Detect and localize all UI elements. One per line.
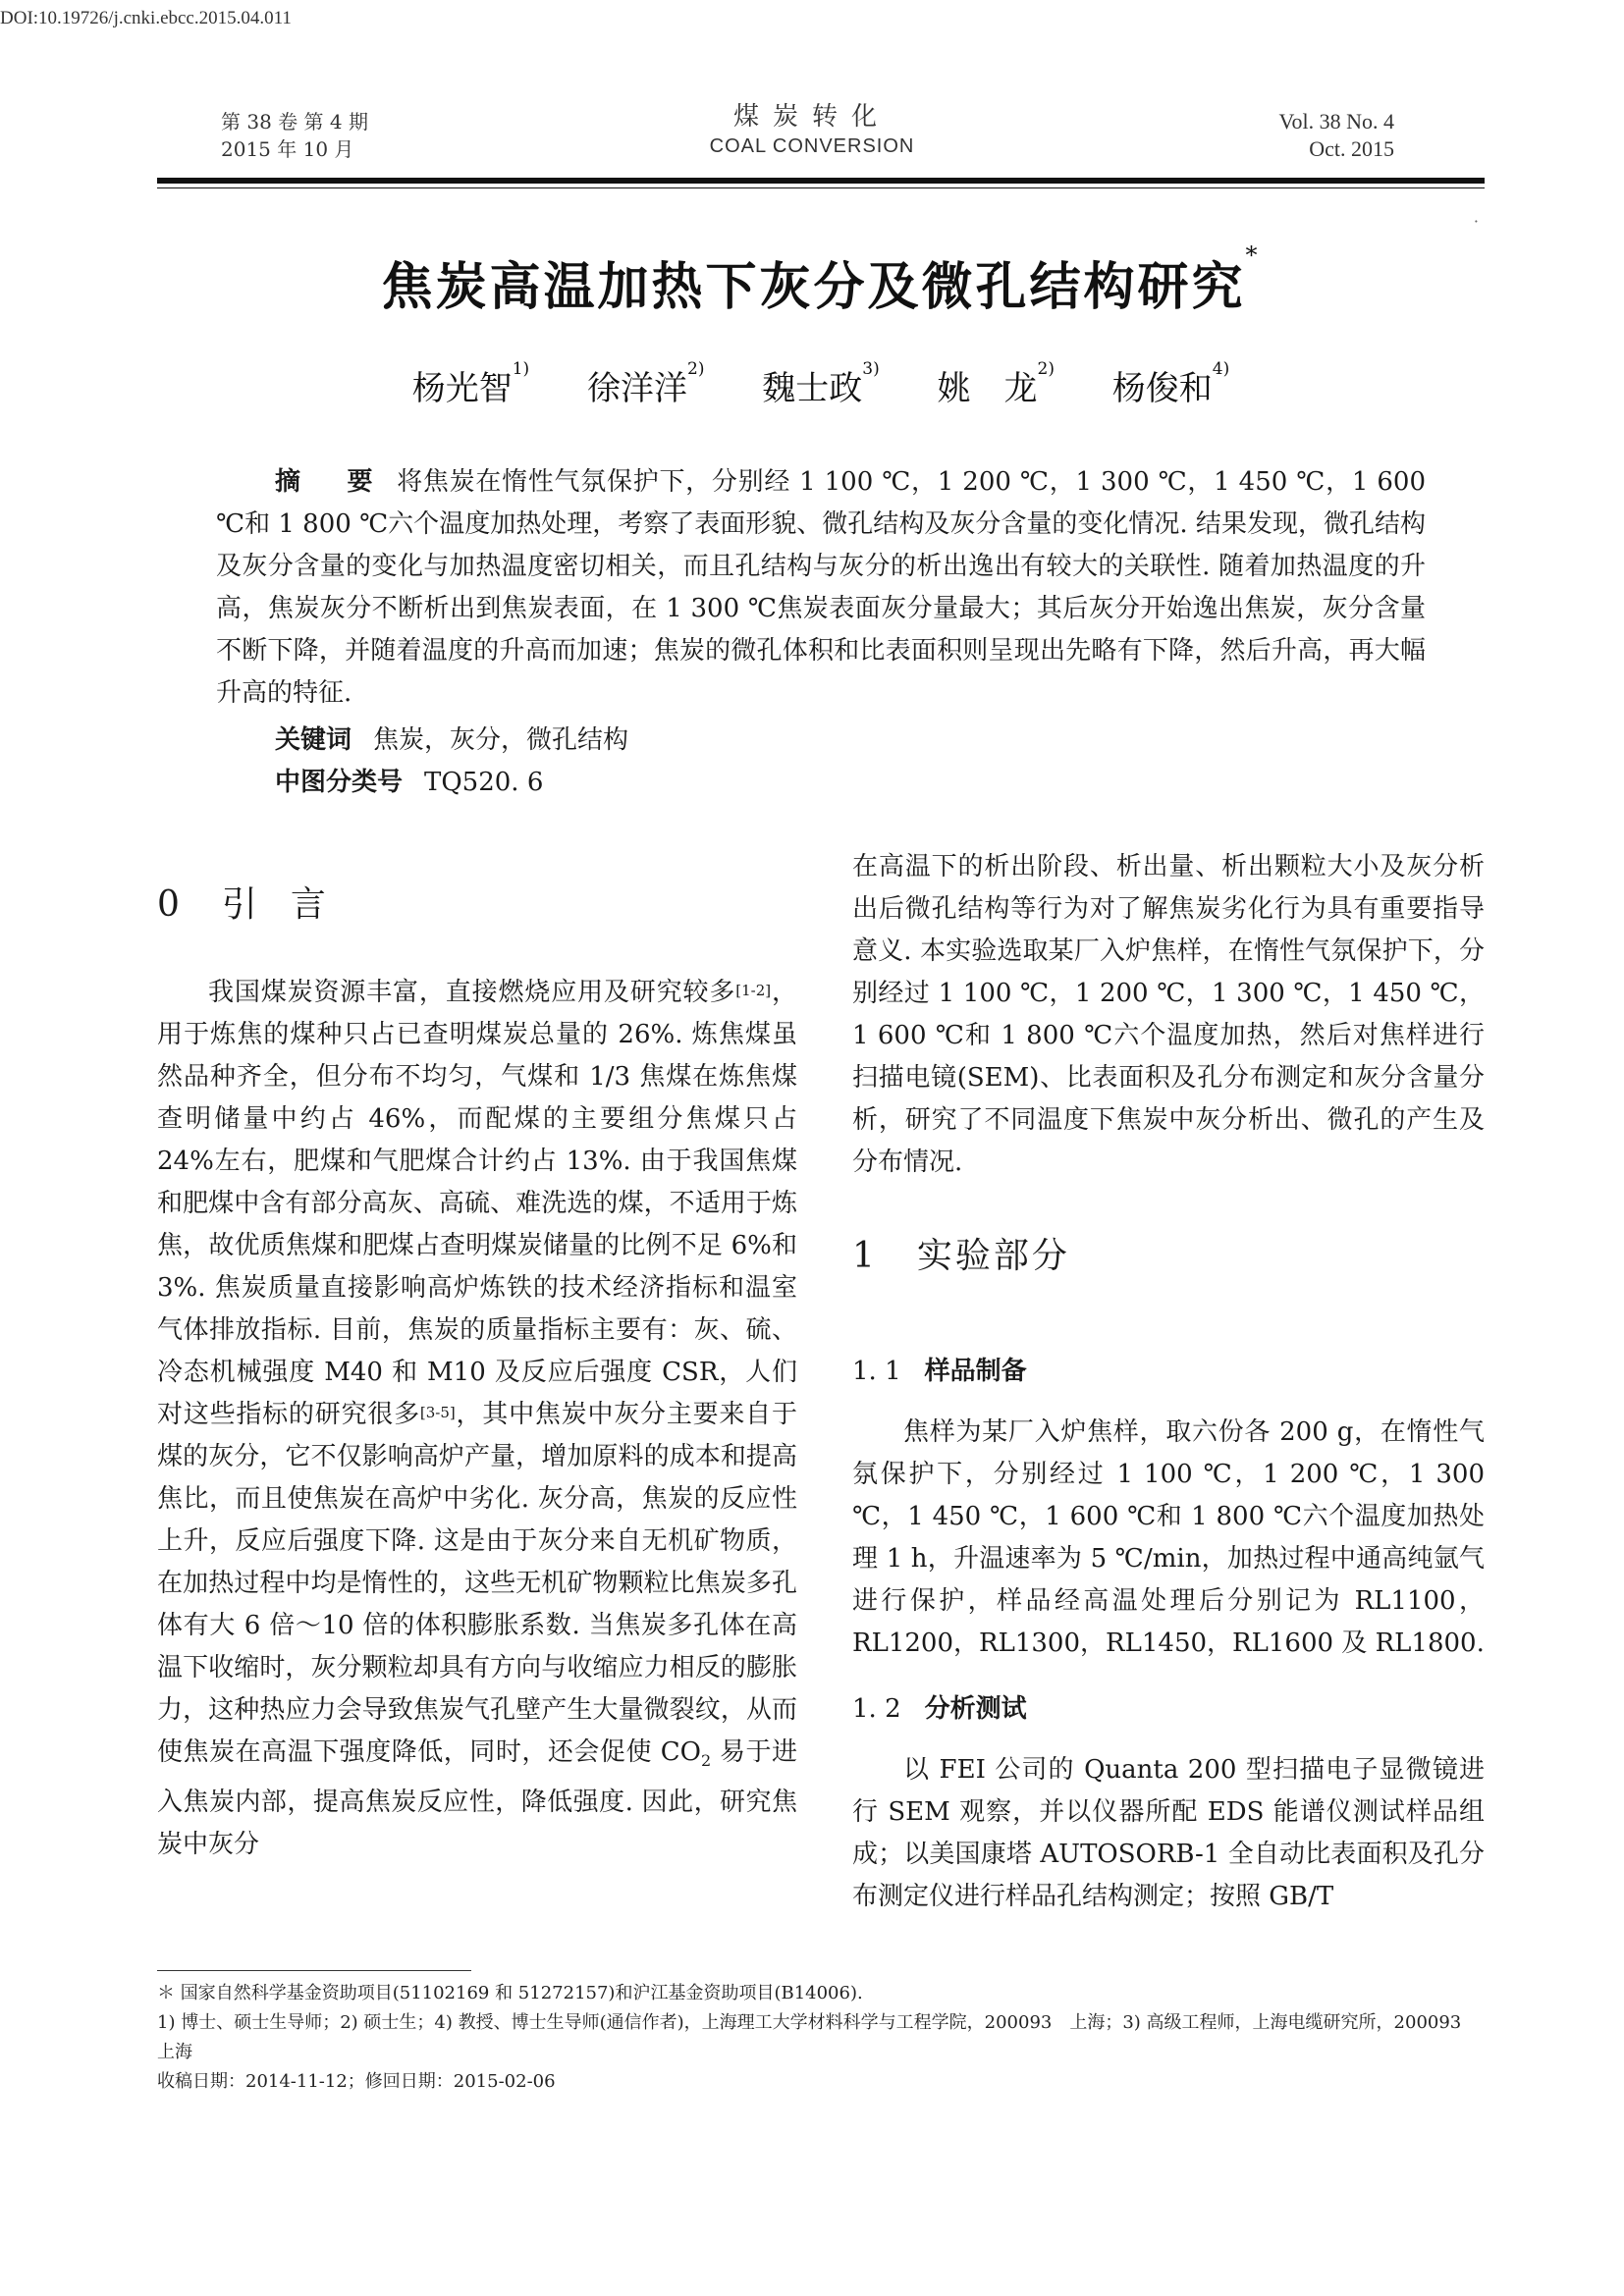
header-rule-thick	[157, 178, 1485, 184]
title-footnote-mark: *	[1245, 241, 1261, 269]
author-affiliation-mark: 3)	[862, 359, 880, 379]
author-name: 杨光智	[411, 369, 513, 408]
section-number: 1	[852, 1236, 878, 1276]
subsection-title: 分析测试	[924, 1694, 1027, 1724]
intro-paragraph	[157, 972, 797, 1866]
sample-prep-paragraph: 焦样为某厂入炉焦样，取六份各 200 g，在惰性气氛保护下，分别经过 1 100 ℃，1 200 ℃，1 300 ℃，1 450 ℃，1 600 ℃和 1 800 ℃六个温度加热处理 1 h，升温速率为 5 ℃/min，加热过程中通高纯氩气进行保护，样品经高温处理后分别记为 RL1100，RL1200，RL1300，RL1450，RL1600 及 RL1800.	[852, 1417, 1485, 1658]
keywords-label: 关键词	[275, 725, 352, 755]
section-title: 实验部分	[916, 1236, 1070, 1276]
author	[937, 359, 1055, 408]
author	[587, 359, 705, 408]
abstract	[216, 461, 1426, 715]
footnote-dates: 收稿日期：2014-11-12；修回日期：2015-02-06	[157, 2071, 556, 2092]
subsection-title: 样品制备	[924, 1357, 1027, 1386]
author-affiliation-mark: 2)	[687, 359, 705, 379]
clc-number	[275, 762, 543, 804]
journal-name-cn: 煤炭转化	[732, 102, 891, 132]
paper-title-text: 焦炭高温加热下灰分及微孔结构研究	[381, 257, 1246, 317]
doi-line: DOI:10.19726/j.cnki.ebcc.2015.04.011	[0, 8, 292, 28]
clc-label: 中图分类号	[275, 768, 404, 797]
section-1-1-heading	[852, 1351, 1485, 1393]
analysis-paragraph: 以 FEI 公司的 Quanta 200 型扫描电子显微镜进行 SEM 观察，并以仪器所配 EDS 能谱仪测试样品组成；以美国康塔 AUTOSORB-1 全自动比表面积及孔分布测定仪进行样品孔结构测定；按照 GB/T	[852, 1755, 1485, 1911]
subsection-number: 1. 1	[852, 1357, 901, 1386]
header-volume-en	[1257, 108, 1394, 163]
subsection-number: 1. 2	[852, 1694, 901, 1724]
section-title: 引言	[221, 884, 359, 925]
paper-title	[157, 241, 1485, 319]
author-affiliation-mark: 4)	[1212, 359, 1230, 379]
footnote-affiliations: 1) 博士、硕士生导师；2) 硕士生；4) 教授、博士生导师(通信作者)，上海理工大学材料科学与工程学院，200093 上海；3) 高级工程师，上海电缆研究所，200093 上海	[157, 2012, 1480, 2062]
author-name: 姚 龙	[937, 369, 1038, 408]
section-0-heading	[157, 883, 797, 926]
subscript: 2	[700, 1751, 712, 1771]
author-affiliation-mark: 2)	[1037, 359, 1055, 379]
abstract-text: 将焦炭在惰性气氛保护下，分别经 1 100 ℃，1 200 ℃，1 300 ℃，1 450 ℃，1 600 ℃和 1 800 ℃六个温度加热处理，考察了表面形貌、微孔结构及灰分含量的变化情况. 结果发现，微孔结构及灰分含量的变化与加热温度密切相关，而且孔结构与灰分的析出逸出有较大的关联性. 随着加热温度的升高，焦炭灰分不断析出到焦炭表面，在 1 300 ℃焦炭表面灰分量最大；其后灰分开始逸出焦炭，灰分含量不断下降，并随着温度的升高而加速；焦炭的微孔体积和比表面积则呈现出先略有下降，然后升高，再大幅升高的特征.	[216, 467, 1426, 708]
author	[1111, 359, 1230, 408]
section-number: 0	[157, 884, 183, 925]
journal-name	[589, 100, 1035, 159]
keywords	[275, 720, 628, 762]
abstract-label: 摘 要	[275, 467, 384, 497]
section-1-2-heading	[852, 1688, 1485, 1731]
volume-issue-en: Vol. 38 No. 4	[1278, 109, 1394, 133]
header-volume-cn	[221, 108, 368, 163]
footnotes	[157, 1979, 1485, 2097]
author-affiliation-mark: 1)	[512, 359, 530, 379]
citation-ref: [3-5]	[419, 1404, 456, 1421]
intro-body	[157, 972, 797, 1866]
intro-text-a: 我国煤炭资源丰富，直接燃烧应用及研究较多	[208, 978, 736, 1007]
author	[411, 359, 530, 408]
author-name: 杨俊和	[1111, 369, 1213, 408]
intro-text-c: ，其中焦炭中灰分主要来自于煤的灰分，它不仅影响高炉产量，增加原料的成本和提高焦比，而且使焦炭在高炉中劣化. 灰分高，焦炭的反应性上升，反应后强度下降. 这是由于灰分来自无机矿物质，在加热过程中均是惰性的，这些无机矿物颗粒比焦炭多孔体有大 6 倍～10 倍的体积膨胀系数. 当焦炭多孔体在高温下收缩时，灰分颗粒却具有方向与收缩应力相反的膨胀力，这种热应力会导致焦炭气孔壁产生大量微裂纹，从而使焦炭在高温下强度降低，同时，还会促使 CO	[157, 1400, 797, 1767]
section-1-heading	[852, 1235, 1485, 1277]
sample-prep-body	[852, 1412, 1485, 1665]
date-cn: 2015 年 10 月	[221, 137, 354, 161]
volume-issue-cn: 第 38 卷 第 4 期	[221, 110, 368, 133]
margin-mark: ·	[1473, 212, 1479, 231]
intro-continued-paragraph: 在高温下的析出阶段、析出量、析出颗粒大小及灰分析出后微孔结构等行为对了解焦炭劣化行为具有重要指导意义. 本实验选取某厂入炉焦样，在惰性气氛保护下，分别经过 1 100 ℃，1 200 ℃，1 300 ℃，1 450 ℃，1 600 ℃和 1 800 ℃六个温度加热，然后对焦样进行扫描电镜(SEM)、比表面积及孔分布测定和灰分含量分析，研究了不同温度下焦炭中灰分析出、微孔的产生及分布情况.	[852, 852, 1485, 1177]
citation-ref: [1-2]	[735, 982, 772, 999]
footnote-funding: ＊ 国家自然科学基金资助项目(51102169 和 51272157)和沪江基金资助项目(B14006).	[157, 1983, 863, 2003]
intro-continued	[852, 846, 1485, 1184]
intro-text-d: 易于进入焦炭内部，提高焦炭反应性，降低强度. 因此，研究焦炭中灰分	[157, 1737, 797, 1860]
analysis-body	[852, 1749, 1485, 1918]
journal-name-en: COAL CONVERSION	[709, 135, 915, 157]
author-list	[157, 361, 1485, 409]
author	[762, 359, 880, 408]
author-name: 魏士政	[762, 369, 863, 408]
author-name: 徐洋洋	[587, 369, 687, 408]
clc-text: TQ520. 6	[424, 768, 544, 797]
footnote-rule	[157, 1970, 471, 1971]
date-en: Oct. 2015	[1309, 136, 1394, 161]
intro-text-b: ，用于炼焦的煤种只占已查明煤炭总量的 26%. 炼焦煤虽然品种齐全，但分布不均匀，气煤和 1/3 焦煤在炼焦煤查明储量中约占 46%，而配煤的主要组分焦煤只占 24%左右，肥煤和气肥煤合计约占 13%. 由于我国焦煤和肥煤中含有部分高灰、高硫、难洗选的煤，不适用于炼焦，故优质焦煤和肥煤占查明煤炭储量的比例不足 6%和 3%. 焦炭质量直接影响高炉炼铁的技术经济指标和温室气体排放指标. 目前，焦炭的质量指标主要有：灰、硫、冷态机械强度 M40 和 M10 及反应后强度 CSR，人们对这些指标的研究很多	[157, 978, 797, 1429]
header-rule-thin	[157, 187, 1485, 188]
keywords-text: 焦炭，灰分，微孔结构	[373, 725, 629, 755]
